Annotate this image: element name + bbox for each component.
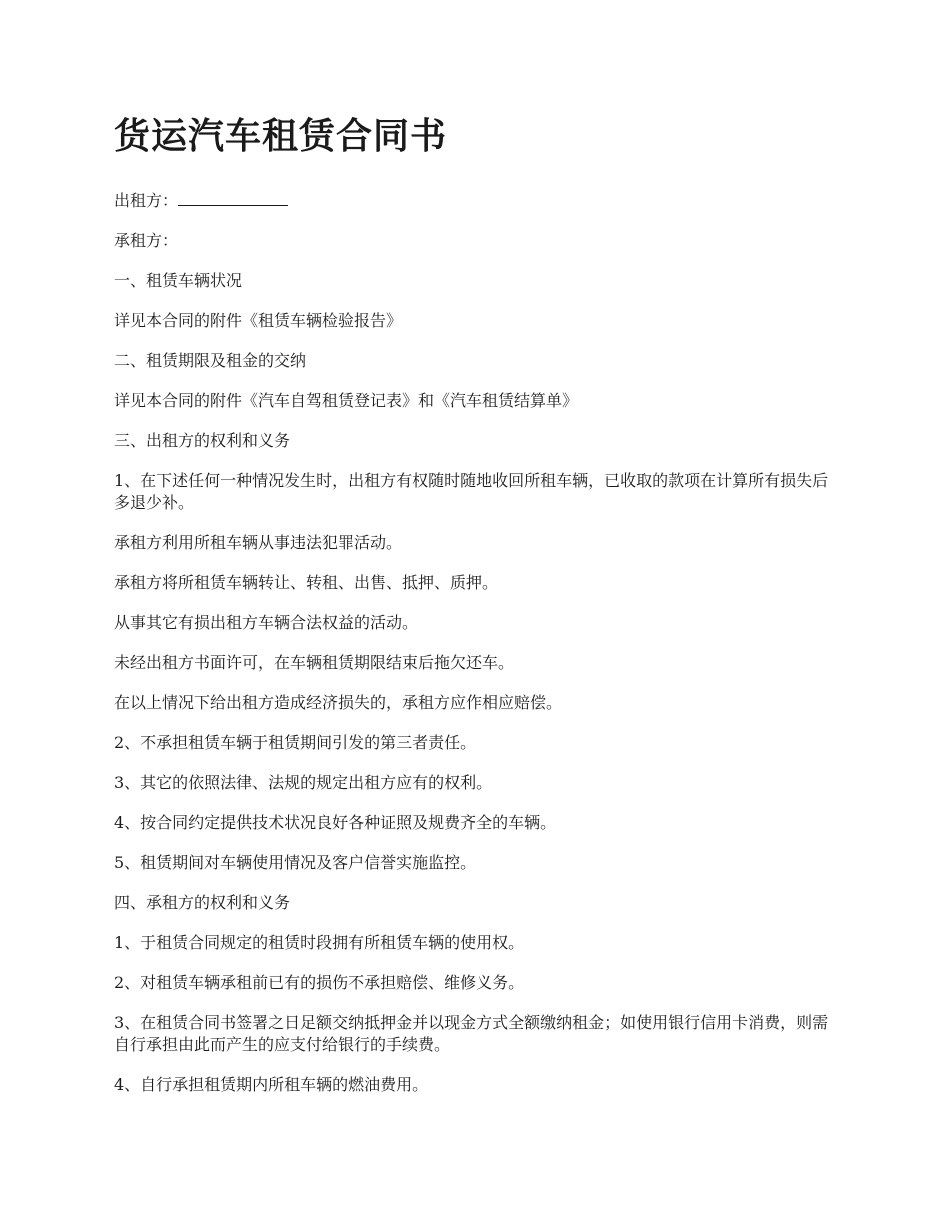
lessee-line xyxy=(114,230,834,252)
paragraph: 3、在租赁合同书签署之日足额交纳抵押金并以现金方式全额缴纳租金；如使用银行信用卡消费，则需自行承担由此而产生的应支付给银行的手续费。 xyxy=(114,1013,829,1054)
paragraph: 1、于租赁合同规定的租赁时段拥有所租赁车辆的使用权。 xyxy=(114,933,525,952)
lessor-line xyxy=(114,190,834,212)
section-2-heading: 二、租赁期限及租金的交纳 xyxy=(114,351,307,370)
paragraph: 4、按合同约定提供技术状况良好各种证照及规费齐全的车辆。 xyxy=(114,813,557,832)
lessee-label: 承租方： xyxy=(114,231,179,250)
lessor-label: 出租方： xyxy=(114,191,179,210)
paragraph: 未经出租方书面许可，在车辆租赁期限结束后拖欠还车。 xyxy=(114,653,515,672)
document-title: 货运汽车租赁合同书 xyxy=(114,115,448,157)
paragraph: 承租方利用所租车辆从事违法犯罪活动。 xyxy=(114,533,403,552)
paragraph: 2、对租赁车辆承租前已有的损伤不承担赔偿、维修义务。 xyxy=(114,973,525,992)
paragraph: 详见本合同的附件《汽车自驾租赁登记表》和《汽车租赁结算单》 xyxy=(114,391,579,410)
paragraph: 详见本合同的附件《租赁车辆检验报告》 xyxy=(114,311,403,330)
paragraph: 3、其它的依照法律、法规的规定出租方应有的权利。 xyxy=(114,773,493,792)
paragraph: 从事其它有损出租方车辆合法权益的活动。 xyxy=(114,613,419,632)
paragraph: 4、自行承担租赁期内所租车辆的燃油费用。 xyxy=(114,1075,429,1094)
lessor-blank xyxy=(178,190,288,206)
paragraph: 2、不承担租赁车辆于租赁期间引发的第三者责任。 xyxy=(114,733,477,752)
paragraph: 在以上情况下给出租方造成经济损失的，承租方应作相应赔偿。 xyxy=(114,693,563,712)
contract-page xyxy=(114,110,834,1114)
paragraph: 1、在下述任何一种情况发生时，出租方有权随时随地收回所租车辆，已收取的款项在计算所有损失后多退少补。 xyxy=(114,471,829,512)
section-1-heading: 一、租赁车辆状况 xyxy=(114,271,243,290)
section-3-heading: 三、出租方的权利和义务 xyxy=(114,431,291,450)
paragraph: 5、租赁期间对车辆使用情况及客户信誉实施监控。 xyxy=(114,853,477,872)
section-4-heading: 四、承租方的权利和义务 xyxy=(114,893,291,912)
paragraph: 承租方将所租赁车辆转让、转租、出售、抵押、质押。 xyxy=(114,573,499,592)
